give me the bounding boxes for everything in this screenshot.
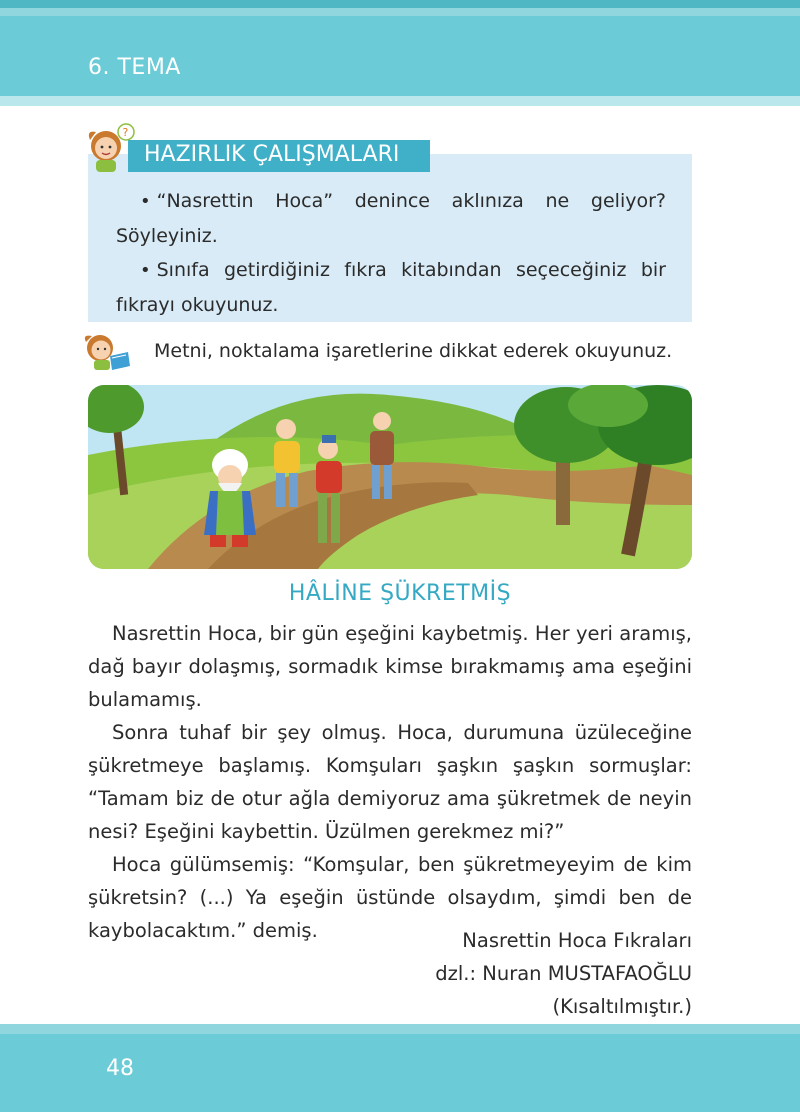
story-source bbox=[435, 924, 692, 1023]
story-paragraph: Hoca gülümsemiş: “Komşular, ben şükretmeyeyim de kim şükretsin? (...) Ya eşeğin üstünde olsaydım, şimdi ben de kaybolacaktım.” demiş. bbox=[88, 853, 692, 942]
theme-label: 6. TEMA bbox=[88, 55, 181, 80]
nasreddin-hoca-scene-image bbox=[88, 385, 692, 569]
svg-text:?: ? bbox=[122, 126, 129, 139]
source-book: Nasrettin Hoca Fıkraları bbox=[462, 929, 692, 952]
preparation-title-banner bbox=[128, 140, 430, 172]
reading-girl-icon bbox=[76, 330, 136, 372]
header-band-top-light bbox=[0, 8, 800, 16]
story-title: HÂLİNE ŞÜKRETMİŞ bbox=[288, 581, 512, 606]
story-paragraph: Nasrettin Hoca, bir gün eşeğini kaybetmiş. Her yeri aramış, dağ bayır dolaşmış, sormadık kimse bırakmamış ama eşeğini bulamamış. bbox=[88, 622, 692, 711]
preparation-item: • Sınıfa getirdiğiniz fıkra kitabından seçeceğiniz bir fıkrayı okuyunuz. bbox=[116, 259, 666, 316]
story-text bbox=[88, 617, 692, 947]
source-compiler: dzl.: Nuran MUSTAFAOĞLU bbox=[435, 962, 692, 985]
story-illustration bbox=[88, 385, 692, 569]
header-band-bottom bbox=[0, 96, 800, 106]
footer-band-light bbox=[0, 1024, 800, 1034]
preparation-title: HAZIRLIK ÇALIŞMALARI bbox=[144, 142, 400, 167]
reading-instruction: Metni, noktalama işaretlerine dikkat ederek okuyunuz. bbox=[154, 340, 673, 362]
preparation-list bbox=[116, 184, 666, 322]
preparation-item: • “Nasrettin Hoca” denince aklınıza ne geliyor? Söyleyiniz. bbox=[116, 190, 666, 247]
story-paragraph: Sonra tuhaf bir şey olmuş. Hoca, durumuna üzüleceğine şükretmeye başlamış. Komşuları şaşkın şaşkın sormuşlar: “Tamam biz de otur ağla demiyoruz ama şükretmek de neyin nesi? Eşeğini kaybettin. Üzülmen gerekmez mi?” bbox=[88, 721, 692, 843]
source-note: (Kısaltılmıştır.) bbox=[552, 995, 692, 1018]
bullet-icon: • bbox=[140, 260, 151, 281]
header-band-top bbox=[0, 0, 800, 8]
thinking-girl-icon bbox=[76, 122, 136, 174]
bullet-icon: • bbox=[140, 191, 151, 212]
page-number: 48 bbox=[106, 1056, 134, 1081]
